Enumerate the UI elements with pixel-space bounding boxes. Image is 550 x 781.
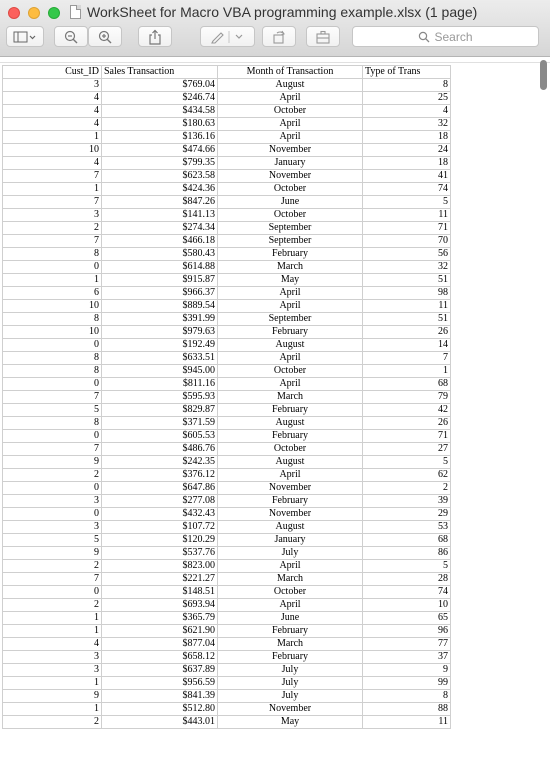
column-header-type: Type of Trans	[363, 66, 451, 79]
table-row	[3, 92, 451, 105]
cell-type: 74	[363, 586, 451, 599]
cell-type: 9	[363, 664, 451, 677]
cell-month: October	[218, 105, 363, 118]
cell-month: April	[218, 92, 363, 105]
cell-type: 7	[363, 352, 451, 365]
cell-month: October	[218, 209, 363, 222]
cell-sales-transaction: $432.43	[102, 508, 218, 521]
cell-month: June	[218, 612, 363, 625]
cell-sales-transaction: $221.27	[102, 573, 218, 586]
cell-month: April	[218, 300, 363, 313]
cell-sales-transaction: $580.43	[102, 248, 218, 261]
cell-sales-transaction: $841.39	[102, 690, 218, 703]
cell-type: 65	[363, 612, 451, 625]
cell-cust-id: 0	[3, 508, 102, 521]
table-row	[3, 300, 451, 313]
title-bar	[0, 0, 550, 57]
table-row	[3, 209, 451, 222]
cell-type: 37	[363, 651, 451, 664]
minimize-button[interactable]	[28, 7, 40, 19]
cell-type: 39	[363, 495, 451, 508]
cell-cust-id: 3	[3, 664, 102, 677]
cell-sales-transaction: $424.36	[102, 183, 218, 196]
table-row	[3, 417, 451, 430]
cell-cust-id: 1	[3, 131, 102, 144]
cell-sales-transaction: $595.93	[102, 391, 218, 404]
cell-month: September	[218, 235, 363, 248]
table-row	[3, 313, 451, 326]
document-page[interactable]	[0, 57, 550, 781]
cell-month: April	[218, 378, 363, 391]
cell-type: 29	[363, 508, 451, 521]
cell-type: 5	[363, 456, 451, 469]
cell-month: November	[218, 508, 363, 521]
cell-type: 98	[363, 287, 451, 300]
cell-month: February	[218, 326, 363, 339]
cell-type: 74	[363, 183, 451, 196]
table-row	[3, 651, 451, 664]
table-body	[3, 79, 451, 729]
cell-month: April	[218, 352, 363, 365]
cell-type: 5	[363, 196, 451, 209]
cell-cust-id: 1	[3, 612, 102, 625]
table-row	[3, 430, 451, 443]
cell-type: 32	[363, 118, 451, 131]
cell-type: 5	[363, 560, 451, 573]
cell-type: 32	[363, 261, 451, 274]
cell-type: 11	[363, 209, 451, 222]
cell-sales-transaction: $107.72	[102, 521, 218, 534]
cell-month: February	[218, 248, 363, 261]
cell-sales-transaction: $956.59	[102, 677, 218, 690]
cell-sales-transaction: $847.26	[102, 196, 218, 209]
cell-type: 99	[363, 677, 451, 690]
cell-sales-transaction: $365.79	[102, 612, 218, 625]
table-row	[3, 469, 451, 482]
cell-sales-transaction: $979.63	[102, 326, 218, 339]
cell-cust-id: 3	[3, 79, 102, 92]
zoom-out-button[interactable]	[54, 26, 88, 47]
cell-type: 11	[363, 300, 451, 313]
table-row	[3, 560, 451, 573]
cell-type: 2	[363, 482, 451, 495]
cell-cust-id: 8	[3, 313, 102, 326]
table-row	[3, 222, 451, 235]
cell-month: January	[218, 157, 363, 170]
cell-sales-transaction: $434.58	[102, 105, 218, 118]
table-row	[3, 703, 451, 716]
cell-cust-id: 0	[3, 586, 102, 599]
cell-sales-transaction: $274.34	[102, 222, 218, 235]
cell-sales-transaction: $246.74	[102, 92, 218, 105]
share-button[interactable]	[138, 26, 172, 47]
table-row	[3, 573, 451, 586]
cell-sales-transaction: $120.29	[102, 534, 218, 547]
cell-cust-id: 7	[3, 196, 102, 209]
cell-month: July	[218, 664, 363, 677]
cell-cust-id: 0	[3, 261, 102, 274]
cell-type: 68	[363, 378, 451, 391]
markup-button[interactable]	[200, 26, 255, 47]
table-row	[3, 612, 451, 625]
cell-cust-id: 9	[3, 690, 102, 703]
column-header-cust-id: Cust_ID	[3, 66, 102, 79]
cell-month: November	[218, 482, 363, 495]
cell-sales-transaction: $811.16	[102, 378, 218, 391]
table-row	[3, 105, 451, 118]
table-row	[3, 677, 451, 690]
zoom-in-button[interactable]	[88, 26, 122, 47]
cell-sales-transaction: $829.87	[102, 404, 218, 417]
cell-month: April	[218, 599, 363, 612]
cell-sales-transaction: $512.80	[102, 703, 218, 716]
cell-type: 71	[363, 222, 451, 235]
cell-month: March	[218, 573, 363, 586]
table-row	[3, 378, 451, 391]
cell-type: 4	[363, 105, 451, 118]
cell-sales-transaction: $799.35	[102, 157, 218, 170]
table-row	[3, 625, 451, 638]
cell-cust-id: 4	[3, 105, 102, 118]
table-row	[3, 690, 451, 703]
cell-sales-transaction: $658.12	[102, 651, 218, 664]
table-row	[3, 287, 451, 300]
search-icon	[418, 31, 430, 43]
cell-sales-transaction: $647.86	[102, 482, 218, 495]
cell-type: 88	[363, 703, 451, 716]
table-row	[3, 456, 451, 469]
cell-sales-transaction: $823.00	[102, 560, 218, 573]
cell-month: August	[218, 79, 363, 92]
cell-sales-transaction: $192.49	[102, 339, 218, 352]
table-row	[3, 118, 451, 131]
table-row	[3, 521, 451, 534]
cell-sales-transaction: $966.37	[102, 287, 218, 300]
cell-type: 26	[363, 326, 451, 339]
cell-month: September	[218, 313, 363, 326]
cell-sales-transaction: $371.59	[102, 417, 218, 430]
cell-sales-transaction: $466.18	[102, 235, 218, 248]
table-row	[3, 638, 451, 651]
cell-cust-id: 3	[3, 495, 102, 508]
cell-month: March	[218, 261, 363, 274]
cell-month: April	[218, 287, 363, 300]
cell-sales-transaction: $605.53	[102, 430, 218, 443]
table-row	[3, 144, 451, 157]
cell-type: 51	[363, 313, 451, 326]
cell-cust-id: 7	[3, 391, 102, 404]
cell-month: July	[218, 677, 363, 690]
table-row	[3, 274, 451, 287]
toolbox-button[interactable]	[306, 26, 340, 47]
cell-month: February	[218, 404, 363, 417]
cell-month: September	[218, 222, 363, 235]
cell-cust-id: 5	[3, 404, 102, 417]
rotate-icon	[271, 29, 287, 45]
cell-month: May	[218, 274, 363, 287]
cell-month: November	[218, 170, 363, 183]
cell-type: 8	[363, 690, 451, 703]
cell-sales-transaction: $769.04	[102, 79, 218, 92]
cell-type: 25	[363, 92, 451, 105]
cell-cust-id: 7	[3, 573, 102, 586]
cell-sales-transaction: $633.51	[102, 352, 218, 365]
cell-sales-transaction: $945.00	[102, 365, 218, 378]
cell-type: 42	[363, 404, 451, 417]
table-row	[3, 352, 451, 365]
cell-month: April	[218, 118, 363, 131]
cell-cust-id: 4	[3, 118, 102, 131]
column-header-sales-transaction: Sales Transaction	[102, 66, 218, 79]
cell-type: 62	[363, 469, 451, 482]
cell-cust-id: 10	[3, 144, 102, 157]
cell-cust-id: 10	[3, 300, 102, 313]
vertical-scrollbar[interactable]	[540, 60, 547, 90]
cell-cust-id: 0	[3, 339, 102, 352]
cell-type: 1	[363, 365, 451, 378]
cell-cust-id: 2	[3, 599, 102, 612]
table-row	[3, 547, 451, 560]
cell-cust-id: 7	[3, 443, 102, 456]
cell-cust-id: 8	[3, 365, 102, 378]
cell-sales-transaction: $474.66	[102, 144, 218, 157]
toolbar	[0, 26, 550, 50]
column-header-month: Month of Transaction	[218, 66, 363, 79]
cell-cust-id: 9	[3, 547, 102, 560]
cell-month: May	[218, 716, 363, 729]
table-row	[3, 664, 451, 677]
cell-month: April	[218, 560, 363, 573]
cell-type: 24	[363, 144, 451, 157]
zoom-button[interactable]	[48, 7, 60, 19]
table-row	[3, 157, 451, 170]
table-row	[3, 170, 451, 183]
cell-type: 11	[363, 716, 451, 729]
cell-sales-transaction: $889.54	[102, 300, 218, 313]
cell-cust-id: 4	[3, 92, 102, 105]
cell-cust-id: 1	[3, 677, 102, 690]
cell-month: August	[218, 456, 363, 469]
share-icon	[148, 29, 162, 45]
cell-type: 10	[363, 599, 451, 612]
cell-sales-transaction: $141.13	[102, 209, 218, 222]
cell-sales-transaction: $486.76	[102, 443, 218, 456]
cell-type: 18	[363, 131, 451, 144]
document-icon	[70, 5, 81, 19]
cell-cust-id: 1	[3, 703, 102, 716]
cell-month: February	[218, 495, 363, 508]
table-row	[3, 716, 451, 729]
cell-sales-transaction: $277.08	[102, 495, 218, 508]
cell-type: 70	[363, 235, 451, 248]
table-row	[3, 586, 451, 599]
sidebar-icon	[13, 31, 37, 43]
cell-month: November	[218, 703, 363, 716]
cell-cust-id: 0	[3, 430, 102, 443]
table-row	[3, 443, 451, 456]
cell-month: November	[218, 144, 363, 157]
cell-sales-transaction: $391.99	[102, 313, 218, 326]
table-row	[3, 365, 451, 378]
table-row	[3, 482, 451, 495]
cell-cust-id: 1	[3, 274, 102, 287]
cell-cust-id: 4	[3, 638, 102, 651]
window-title-text: WorkSheet for Macro VBA programming example.xlsx (1 page)	[87, 4, 478, 20]
table-row	[3, 534, 451, 547]
cell-month: March	[218, 391, 363, 404]
cell-cust-id: 8	[3, 417, 102, 430]
table-row	[3, 196, 451, 209]
table-row	[3, 261, 451, 274]
cell-sales-transaction: $877.04	[102, 638, 218, 651]
cell-cust-id: 3	[3, 651, 102, 664]
table-row	[3, 183, 451, 196]
cell-month: July	[218, 547, 363, 560]
cell-month: February	[218, 625, 363, 638]
cell-sales-transaction: $693.94	[102, 599, 218, 612]
window-controls	[8, 7, 60, 19]
cell-cust-id: 5	[3, 534, 102, 547]
cell-type: 53	[363, 521, 451, 534]
cell-month: January	[218, 534, 363, 547]
cell-type: 77	[363, 638, 451, 651]
cell-cust-id: 4	[3, 157, 102, 170]
cell-month: February	[218, 651, 363, 664]
cell-type: 27	[363, 443, 451, 456]
zoom-out-icon	[63, 29, 79, 45]
cell-sales-transaction: $136.16	[102, 131, 218, 144]
cell-cust-id: 2	[3, 469, 102, 482]
cell-month: March	[218, 638, 363, 651]
cell-sales-transaction: $614.88	[102, 261, 218, 274]
header-row	[3, 66, 451, 79]
cell-month: April	[218, 131, 363, 144]
cell-cust-id: 3	[3, 209, 102, 222]
cell-month: February	[218, 430, 363, 443]
cell-cust-id: 1	[3, 183, 102, 196]
cell-cust-id: 2	[3, 222, 102, 235]
cell-month: October	[218, 586, 363, 599]
cell-type: 26	[363, 417, 451, 430]
table-row	[3, 79, 451, 92]
cell-type: 28	[363, 573, 451, 586]
zoom-in-icon	[97, 29, 113, 45]
table-row	[3, 508, 451, 521]
cell-month: August	[218, 339, 363, 352]
cell-type: 79	[363, 391, 451, 404]
cell-sales-transaction: $637.89	[102, 664, 218, 677]
cell-sales-transaction: $915.87	[102, 274, 218, 287]
cell-cust-id: 3	[3, 521, 102, 534]
page-divider	[0, 62, 550, 63]
cell-cust-id: 6	[3, 287, 102, 300]
cell-cust-id: 0	[3, 482, 102, 495]
cell-month: August	[218, 521, 363, 534]
table-row	[3, 248, 451, 261]
cell-month: April	[218, 469, 363, 482]
cell-month: October	[218, 183, 363, 196]
cell-type: 18	[363, 157, 451, 170]
cell-cust-id: 2	[3, 716, 102, 729]
rotate-button[interactable]	[262, 26, 296, 47]
cell-month: July	[218, 690, 363, 703]
cell-cust-id: 7	[3, 235, 102, 248]
worksheet-table	[2, 65, 451, 729]
table-row	[3, 599, 451, 612]
cell-cust-id: 7	[3, 170, 102, 183]
cell-month: October	[218, 365, 363, 378]
cell-sales-transaction: $242.35	[102, 456, 218, 469]
pen-icon	[207, 30, 249, 44]
table-row	[3, 391, 451, 404]
cell-type: 8	[363, 79, 451, 92]
search-input[interactable]	[352, 26, 539, 47]
window-title	[70, 4, 477, 20]
cell-type: 68	[363, 534, 451, 547]
cell-type: 71	[363, 430, 451, 443]
cell-sales-transaction: $376.12	[102, 469, 218, 482]
cell-type: 96	[363, 625, 451, 638]
cell-type: 51	[363, 274, 451, 287]
table-row	[3, 495, 451, 508]
cell-cust-id: 9	[3, 456, 102, 469]
cell-sales-transaction: $537.76	[102, 547, 218, 560]
close-button[interactable]	[8, 7, 20, 19]
cell-sales-transaction: $148.51	[102, 586, 218, 599]
table-row	[3, 131, 451, 144]
cell-month: August	[218, 417, 363, 430]
cell-type: 41	[363, 170, 451, 183]
toolbox-icon	[315, 30, 331, 44]
search-placeholder: Search	[434, 29, 473, 44]
cell-sales-transaction: $621.90	[102, 625, 218, 638]
cell-sales-transaction: $180.63	[102, 118, 218, 131]
sidebar-view-button[interactable]	[6, 26, 44, 47]
cell-type: 14	[363, 339, 451, 352]
cell-cust-id: 8	[3, 352, 102, 365]
cell-month: October	[218, 443, 363, 456]
cell-type: 56	[363, 248, 451, 261]
cell-cust-id: 10	[3, 326, 102, 339]
table-row	[3, 339, 451, 352]
cell-type: 86	[363, 547, 451, 560]
cell-cust-id: 1	[3, 625, 102, 638]
table-row	[3, 404, 451, 417]
cell-cust-id: 8	[3, 248, 102, 261]
cell-cust-id: 0	[3, 378, 102, 391]
cell-cust-id: 2	[3, 560, 102, 573]
table-row	[3, 235, 451, 248]
cell-sales-transaction: $443.01	[102, 716, 218, 729]
cell-month: June	[218, 196, 363, 209]
table-row	[3, 326, 451, 339]
cell-sales-transaction: $623.58	[102, 170, 218, 183]
